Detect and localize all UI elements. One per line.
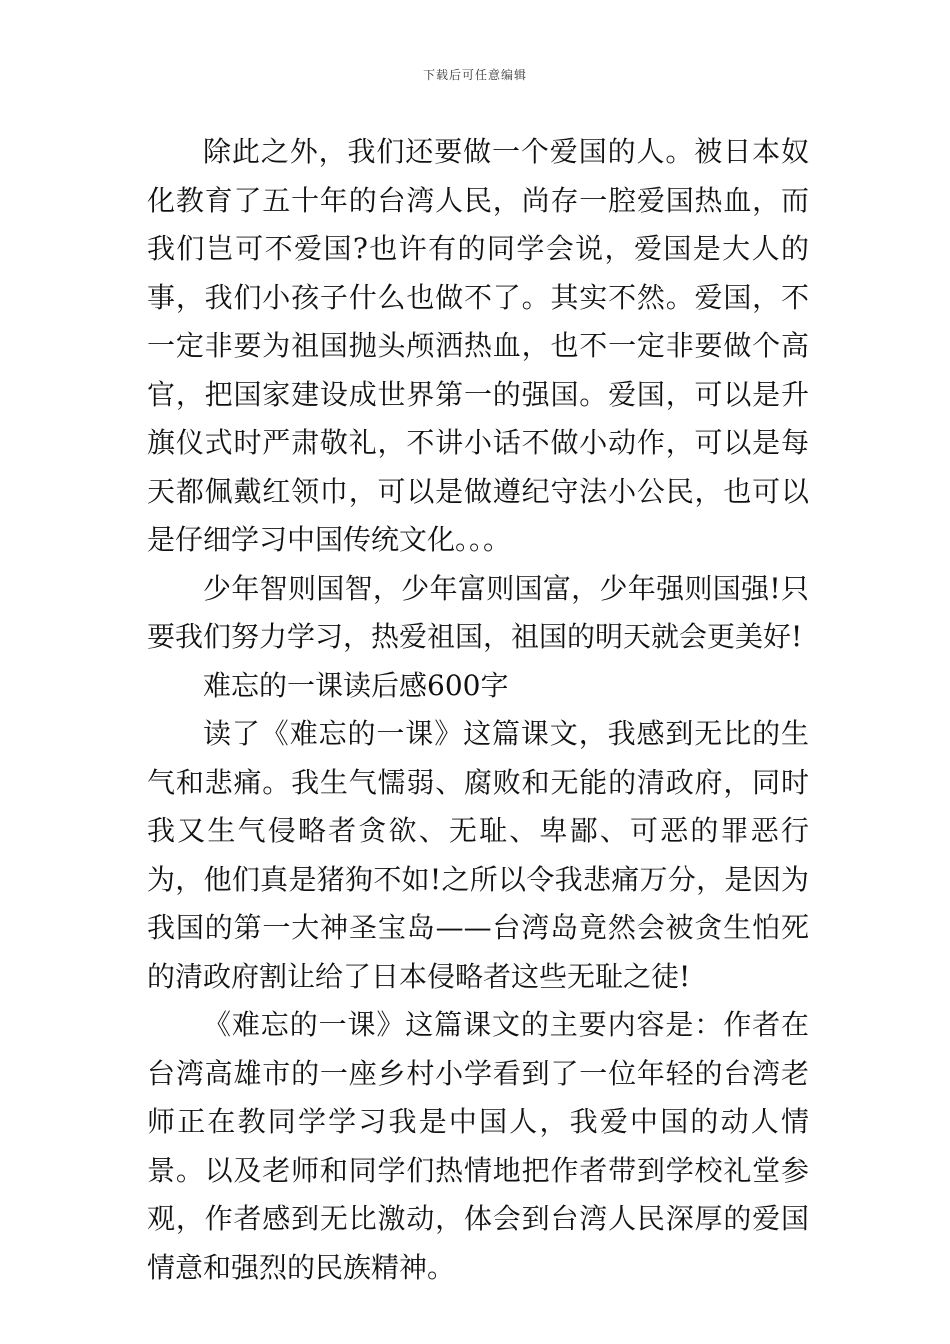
- document-body: [147, 128, 809, 1292]
- paragraph-main-content: 《难忘的一课》这篇课文的主要内容是：作者在台湾高雄市的一座乡村小学看到了一位年轻的台湾老师正在教同学学习我是中国人，我爱中国的动人情景。以及老师和同学们热情地把作者带到学校礼堂参观，作者感到无比激动，体会到台湾人民深厚的爱国情意和强烈的民族精神。: [147, 1008, 809, 1284]
- section-title: 难忘的一课读后感600字: [203, 668, 509, 702]
- paragraph-youth: 少年智则国智，少年富则国富，少年强则国强!只要我们努力学习，热爱祖国，祖国的明天就会更美好!: [147, 571, 809, 653]
- page-header: 下载后可任意编辑: [422, 68, 527, 82]
- paragraph-patriotism: 除此之外，我们还要做一个爱国的人。被日本奴化教育了五十年的台湾人民，尚存一腔爱国热血，而我们岂可不爱国?也许有的同学会说，爱国是大人的事，我们小孩子什么也做不了。其实不然。爱国，不一定非要为祖国抛头颅洒热血，也不一定非要做个高官，把国家建设成世界第一的强国。爱国，可以是升旗仪式时严肃敬礼，不讲小话不做小动作，可以是每天都佩戴红领巾，可以是做遵纪守法小公民，也可以是仔细学习中国传统文化。。。: [147, 135, 809, 556]
- paragraph-reading-feeling: 读了《难忘的一课》这篇课文，我感到无比的生气和悲痛。我生气懦弱、腐败和无能的清政府，同时我又生气侵略者贪欲、无耻、卑鄙、可恶的罪恶行为，他们真是猪狗不如!之所以令我悲痛万分，是因为我国的第一大神圣宝岛——台湾岛竟然会被贪生怕死的清政府割让给了日本侵略者这些无耻之徒!: [147, 717, 809, 993]
